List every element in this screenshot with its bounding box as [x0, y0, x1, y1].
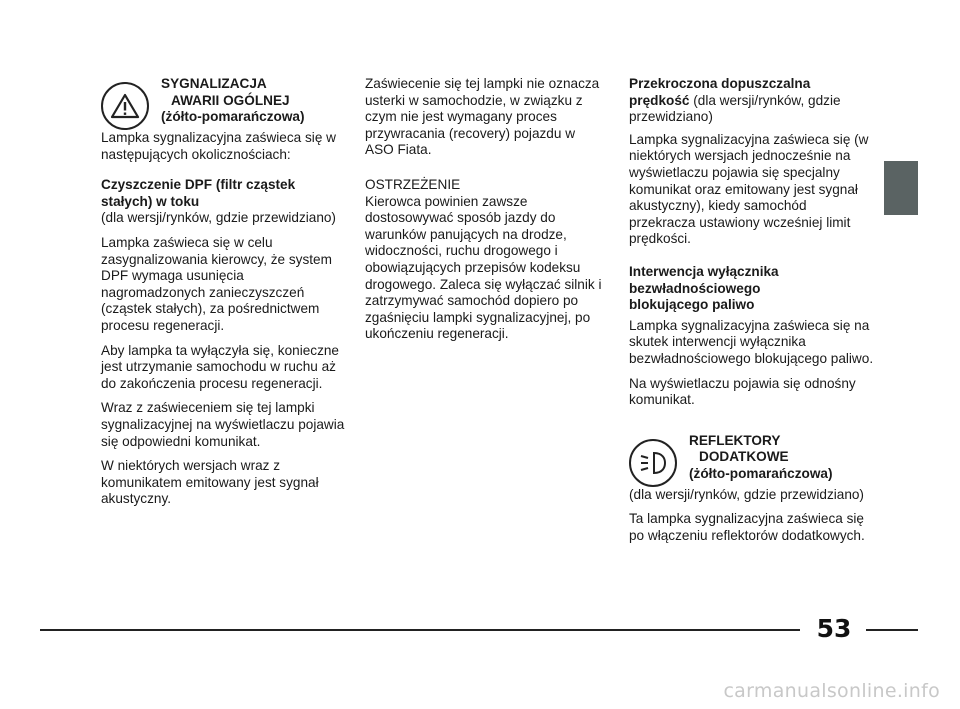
dpf-note: (dla wersji/rynków, gdzie przewidziano) — [101, 210, 336, 226]
general-failure-heading — [161, 76, 305, 126]
dpf-subheading — [101, 177, 349, 210]
footer-rule — [40, 629, 800, 631]
speed-title-2: prędkość — [629, 92, 690, 108]
fuel-title-line: Interwencja wyłącznika — [629, 263, 779, 279]
paragraph: Zaświecenie się tej lampki nie oznacza usterki w samochodzie, w związku z czym nie jest wymagany proces przywracania (recovery) pojazdu w ASO Fiata. — [365, 76, 600, 158]
section-tab — [884, 161, 918, 215]
paragraph: W niektórych wersjach wraz z komunikatem emitowany jest sygnał akustyczny. — [101, 458, 319, 507]
auxiliary-lights-icon — [629, 439, 677, 487]
heading-line: REFLEKTORY — [689, 432, 781, 448]
paragraph: Lampka zaświeca się w celu zasygnalizowania kierowcy, że system DPF wymaga usunięcia nagromadzonych zanieczyszczeń (cząstek stałych), za pośrednictwem procesu regeneracji. — [101, 234, 332, 333]
warning-triangle-icon — [101, 82, 149, 130]
paragraph: Aby lampka ta wyłączyła się, konieczne jest utrzymanie samochodu w ruchu aż do zakończenia procesu regeneracji. — [101, 342, 339, 391]
warning-title: OSTRZEŻENIE — [365, 176, 461, 192]
paragraph: Wraz z zaświeceniem się tej lampki sygnalizacyjnej na wyświetlaczu pojawia się odpowiedni komunikat. — [101, 400, 345, 449]
heading-line: (żółto-pomarańczowa) — [689, 465, 833, 481]
general-failure-header — [101, 76, 349, 130]
fuel-title-line: bezwładnościowego — [629, 280, 761, 296]
aux-lights-header — [629, 433, 875, 487]
heading-line: DODATKOWE — [699, 449, 789, 465]
column-continuation — [365, 76, 605, 351]
warning-text: Kierowca powinien zawsze dostosowywać sposób jazdy do warunków panujących na drodze, widoczności, ruchu drogowego i obowiązujących przepisów kodeksu drogowego. Zaleca się wyłączać silnik i zatrzymywać samochód dopiero po zgaśnięciu lampki sygnalizacyjnej, po ukończeniu regeneracji. — [365, 193, 602, 342]
aux-lights-text: Ta lampka sygnalizacyjna zaświeca się po włączeniu reflektorów dodatkowych. — [629, 511, 865, 543]
watermark: carmanualsonline.info — [723, 680, 940, 702]
speed-title-1: Przekroczona dopuszczalna — [629, 76, 811, 91]
fuel-cutoff-title — [629, 264, 875, 314]
fuel-text: Lampka sygnalizacyjna zaświeca się na skutek interwencji wyłącznika bezwładnościowego blokującego paliwo. — [629, 317, 874, 366]
footer-rule — [866, 629, 918, 631]
column-general-failure — [101, 76, 349, 516]
heading-line: SYGNALIZACJA — [161, 76, 267, 91]
speed-text: Lampka sygnalizacyjna zaświeca się (w niektórych wersjach jednocześnie na wyświetlaczu pojawia się specjalny komunikat oraz emitowany jest sygnał akustyczny), kiedy samochód przekracza ustawiony wcześniej limit prędkości. — [629, 131, 869, 247]
fuel-text: Na wyświetlaczu pojawia się odnośny komunikat. — [629, 375, 856, 408]
aux-lights-heading — [689, 433, 833, 483]
page-number: 53 — [816, 614, 852, 643]
fuel-title-line: blokującego paliwo — [629, 297, 755, 313]
heading-line: (żółto-pomarańczowa) — [161, 109, 305, 125]
column-other-lamps — [629, 76, 875, 552]
heading-line: AWARII OGÓLNEJ — [171, 92, 290, 108]
aux-lights-note: (dla wersji/rynków, gdzie przewidziano) — [629, 486, 864, 502]
dpf-title: Czyszczenie DPF (filtr cząstek stałych) w toku — [101, 177, 296, 209]
speed-section — [629, 76, 875, 126]
intro-text: Lampka sygnalizacyjna zaświeca się w następujących okolicznościach: — [101, 130, 336, 162]
speed-title-note: (dla wersji/rynków, gdzie przewidziano) — [629, 92, 841, 125]
